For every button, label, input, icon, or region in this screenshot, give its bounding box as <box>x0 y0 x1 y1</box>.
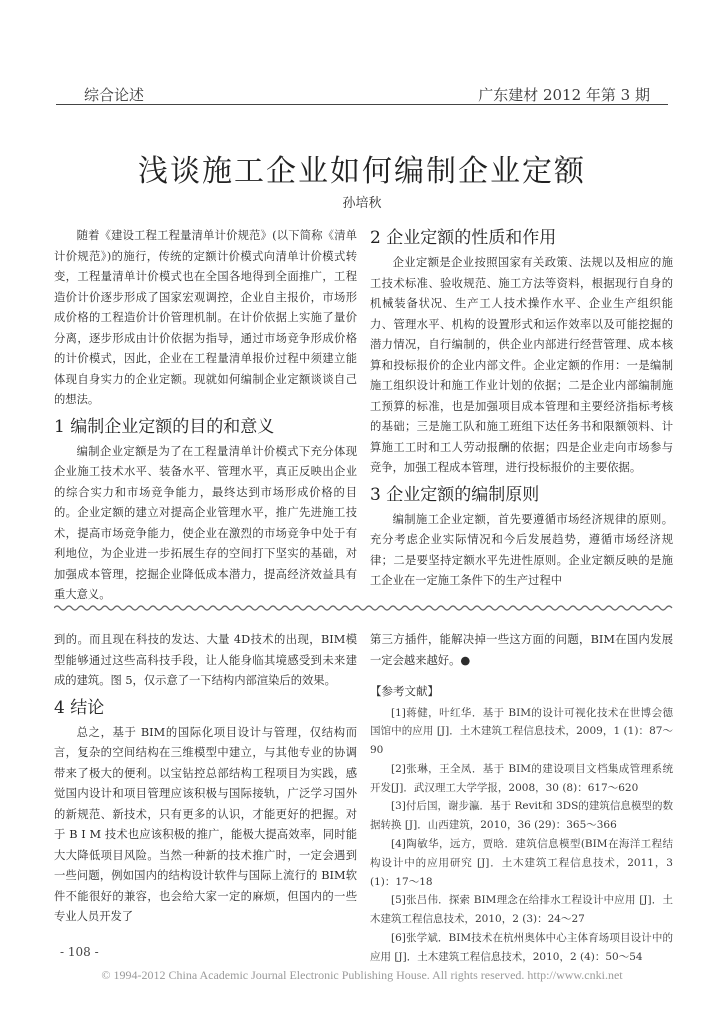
reference-item: [1]蒋健，叶红华．基于 BIM的设计可视化技术在世博会德国馆中的应用 [J]．土木建筑工程信息技术，2009，1 (1)：87～90 <box>370 706 673 757</box>
running-header-journal: 广东建材 2012 年第 3 期 <box>478 86 650 104</box>
reference-item: [6]张学斌．BIM技术在杭州奥体中心主体育场项目设计中的应用 [J]．土木建筑工程信息技术，2010，2 (4)：50～54 <box>370 932 673 963</box>
running-header-section: 综合论述 <box>84 86 145 104</box>
reference-item: [2]张琳，王全凤．基于 BIM的建设项目文档集成管理系统开发[J]．武汉理工大学学报，2008，30 (8)：617～620 <box>370 762 673 794</box>
references-title: 【参考文献】 <box>370 684 439 698</box>
intro-paragraph: 随着《建设工程工程量清单计价规范》(以下简称《清单计价规范》)的施行，传统的定额计价模式向清单计价模式转变，工程量清单计价模式也在全国各地得到全面推广，工程造价计价逐步形成了国家宏观调控，企业自主报价，市场形成价格的工程造价计价管理机制。在计价依据上实施了量价分离，逐步形成由计价依据为指导，通过市场竞争形成价格的计价模式，因此，企业在工程量清单报价过程中须建立能体现自身实力的企业定额。现就如何编制企业定额谈谈自己的想法。 <box>54 229 357 406</box>
section-3-paragraph: 编制施工企业定额，首先要遵循市场经济规律的原则。充分考虑企业实际情况和今后发展趋势，遵循市场经济规律；二是要坚持定额水平先进性原则。企业定额反映的是施工企业在一定施工条件下的生产过程中 <box>370 512 673 587</box>
continued-paragraph: 到的。而且现在科技的发达、大量 4D技术的出现，BIM模型能够通过这些高科技手段，让人能身临其境感受到未来建成的建筑。图 5，仅示意了一下结构内部渲染后的效果。 <box>54 633 357 687</box>
section-4-heading: 4 结论 <box>54 697 105 718</box>
header-rule <box>56 104 668 105</box>
section-2-paragraph: 企业定额是企业按照国家有关政策、法规以及相应的施工技术标准、验收规范、施工方法等资料，根据现行自身的机械装备状况、生产工人技术操作水平、企业生产组织能力、管理水平、机构的设置形式和运作效率以及可能挖掘的潜力情况，自行编制的，供企业内部进行经营管理、成本核算和投标报价的企业内部文件。企业定额的作用：一是编制施工组织设计和施工作业计划的依据；二是企业内部编制施工预算的标准，也是加强项目成本管理和主要经济指标考核的基础；三是施工队和施工班组下达任务书和限额领料、计算施工工时和工人劳动报酬的依据；四是企业走向市场参与竞争，加强工程成本管理，进行投标报价的主要依据。 <box>370 256 673 474</box>
section-3-heading: 3 企业定额的编制原则 <box>370 484 540 505</box>
article-title: 浅谈施工企业如何编制企业定额 <box>138 154 586 189</box>
article-separator <box>54 603 673 613</box>
copyright-footer: © 1994-2012 China Academic Journal Electronic Publishing House. All rights reserved. http://www.cnki.net <box>101 968 623 982</box>
column-bottom-left <box>54 630 357 928</box>
section-4-paragraph: 总之，基于 BIM的国际化项目设计与管理，仅结构而言，复杂的空间结构在三维模型中建立，与其他专业的协调带来了极大的便利。以宝钻控总部结构工程项目为实践，感觉国内设计和项目管理应该积极与国际接轨，广泛学习国外的新规范、新技术，只有更多的认识，才能更好的把握。对于 B I M 技术也应该积极的推广，能极大提高效率，同时能大大降低项目风险。当然一种新的技术推广时，一定会遇到一些问题，例如国内的结构设计软件与国际上流行的 BIM软件不能很好的兼容，也会给大家一定的麻烦，但国内的一些专业人员开发了 <box>54 725 357 923</box>
reference-item: [4]陶敏华，远方，贾晗．建筑信息模型(BIM在海洋工程结构设计中的应用研究 [J]．土木建筑工程信息技术，2011，3 (1)：17～18 <box>370 838 673 888</box>
column-bottom-right <box>370 630 673 967</box>
author-name: 孙培秋 <box>342 196 382 211</box>
page-number: - 108 - <box>60 945 99 959</box>
section-2-heading: 2 企业定额的性质和作用 <box>370 228 557 248</box>
reference-item: [3]付后国，谢步瀛．基于 Revit和 3DS的建筑信息模型的数据转换 [J]．山西建筑，2010，36 (29)：365～366 <box>370 800 673 832</box>
column-top-right <box>370 226 673 592</box>
column-top-left <box>54 226 357 606</box>
section-1-heading: 1 编制企业定额的目的和意义 <box>54 416 275 437</box>
closing-paragraph: 第三方插件，能解决掉一些这方面的问题，BIM在国内发展一定会越来越好。● <box>370 633 673 667</box>
section-1-paragraph: 编制企业定额是为了在工程量清单计价模式下充分体现企业施工技术水平、装备水平、管理水平，真正反映出企业的综合实力和市场竞争能力，最终达到市场形成价格的目的。企业定额的建立对提高企业管理水平，推广先进施工技术，提高市场竞争能力，使企业在激烈的市场竞争中处于有利地位，为企业进一步拓展生存的空间打下坚实的基础，对加强成本管理，挖掘企业降低成本潜力，提高经济效益具有重大意义。 <box>54 444 357 601</box>
reference-item: [5]张吕伟．探索 BIM理念在给排水工程设计中应用 [J]．土木建筑工程信息技术，2010，2 (3)：24～27 <box>370 894 673 926</box>
